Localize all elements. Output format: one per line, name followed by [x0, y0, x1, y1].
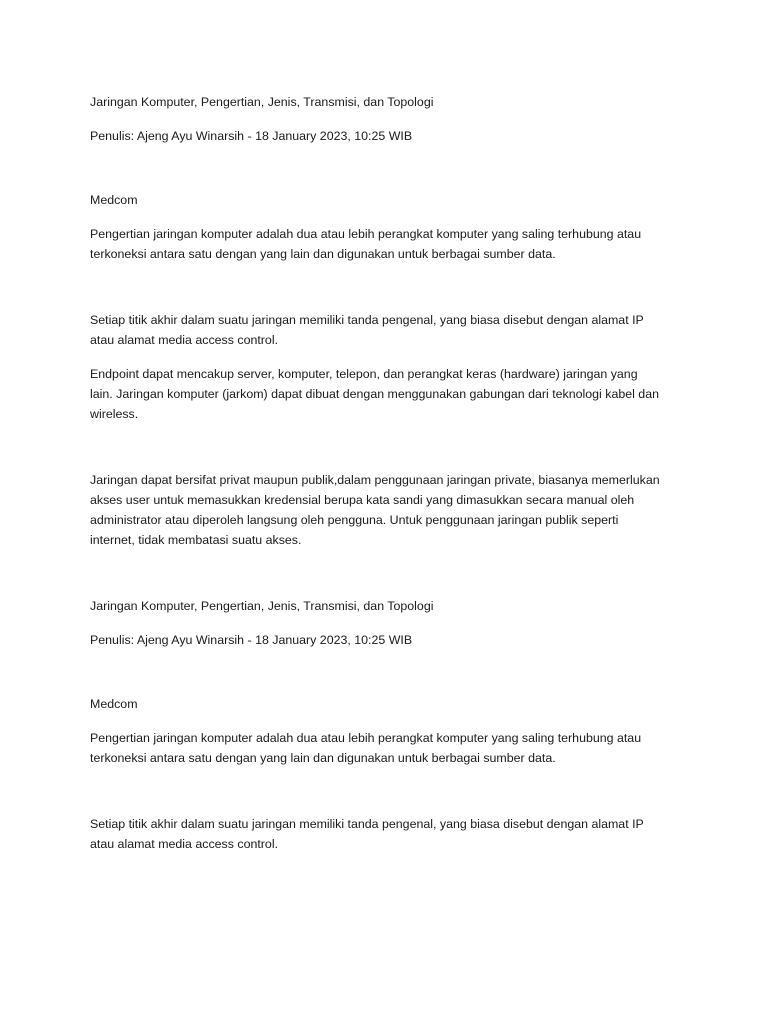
article-byline: Penulis: Ajeng Ayu Winarsih - 18 January 2023, 10:25 WIB — [90, 129, 413, 143]
article-source: Medcom — [90, 193, 138, 207]
article-paragraph: Setiap titik akhir dalam suatu jaringan memiliki tanda pengenal, yang biasa disebut dengan alamat IP atau alamat media access control. — [90, 313, 644, 347]
article-paragraph: Endpoint dapat mencakup server, komputer, telepon, dan perangkat keras (hardware) jaringan yang lain. Jaringan komputer (jarkom) dapat dibuat dengan menggunakan gabungan dari teknologi kabel dan wireless. — [90, 367, 659, 421]
article-paragraph: Pengertian jaringan komputer adalah dua atau lebih perangkat komputer yang saling terhubung atau terkoneksi antara satu dengan yang lain dan digunakan untuk berbagai sumber data. — [90, 731, 642, 765]
article-byline: Penulis: Ajeng Ayu Winarsih - 18 January 2023, 10:25 WIB — [90, 633, 413, 647]
article-source: Medcom — [90, 697, 138, 711]
article-paragraph: Jaringan dapat bersifat privat maupun publik,dalam penggunaan jaringan private, biasanya memerlukan akses user untuk memasukkan kredensial berupa kata sandi yang dimasukkan secara manual oleh administrator atau diperoleh langsung oleh pengguna. Untuk penggunaan jaringan publik seperti internet, tidak membatasi suatu akses. — [90, 473, 660, 547]
article-paragraph: Pengertian jaringan komputer adalah dua atau lebih perangkat komputer yang saling terhubung atau terkoneksi antara satu dengan yang lain dan digunakan untuk berbagai sumber data. — [90, 227, 642, 261]
article-paragraph: Setiap titik akhir dalam suatu jaringan memiliki tanda pengenal, yang biasa disebut dengan alamat IP atau alamat media access control. — [90, 817, 644, 851]
article-title: Jaringan Komputer, Pengertian, Jenis, Transmisi, dan Topologi — [90, 95, 434, 109]
article-title: Jaringan Komputer, Pengertian, Jenis, Transmisi, dan Topologi — [90, 599, 434, 613]
